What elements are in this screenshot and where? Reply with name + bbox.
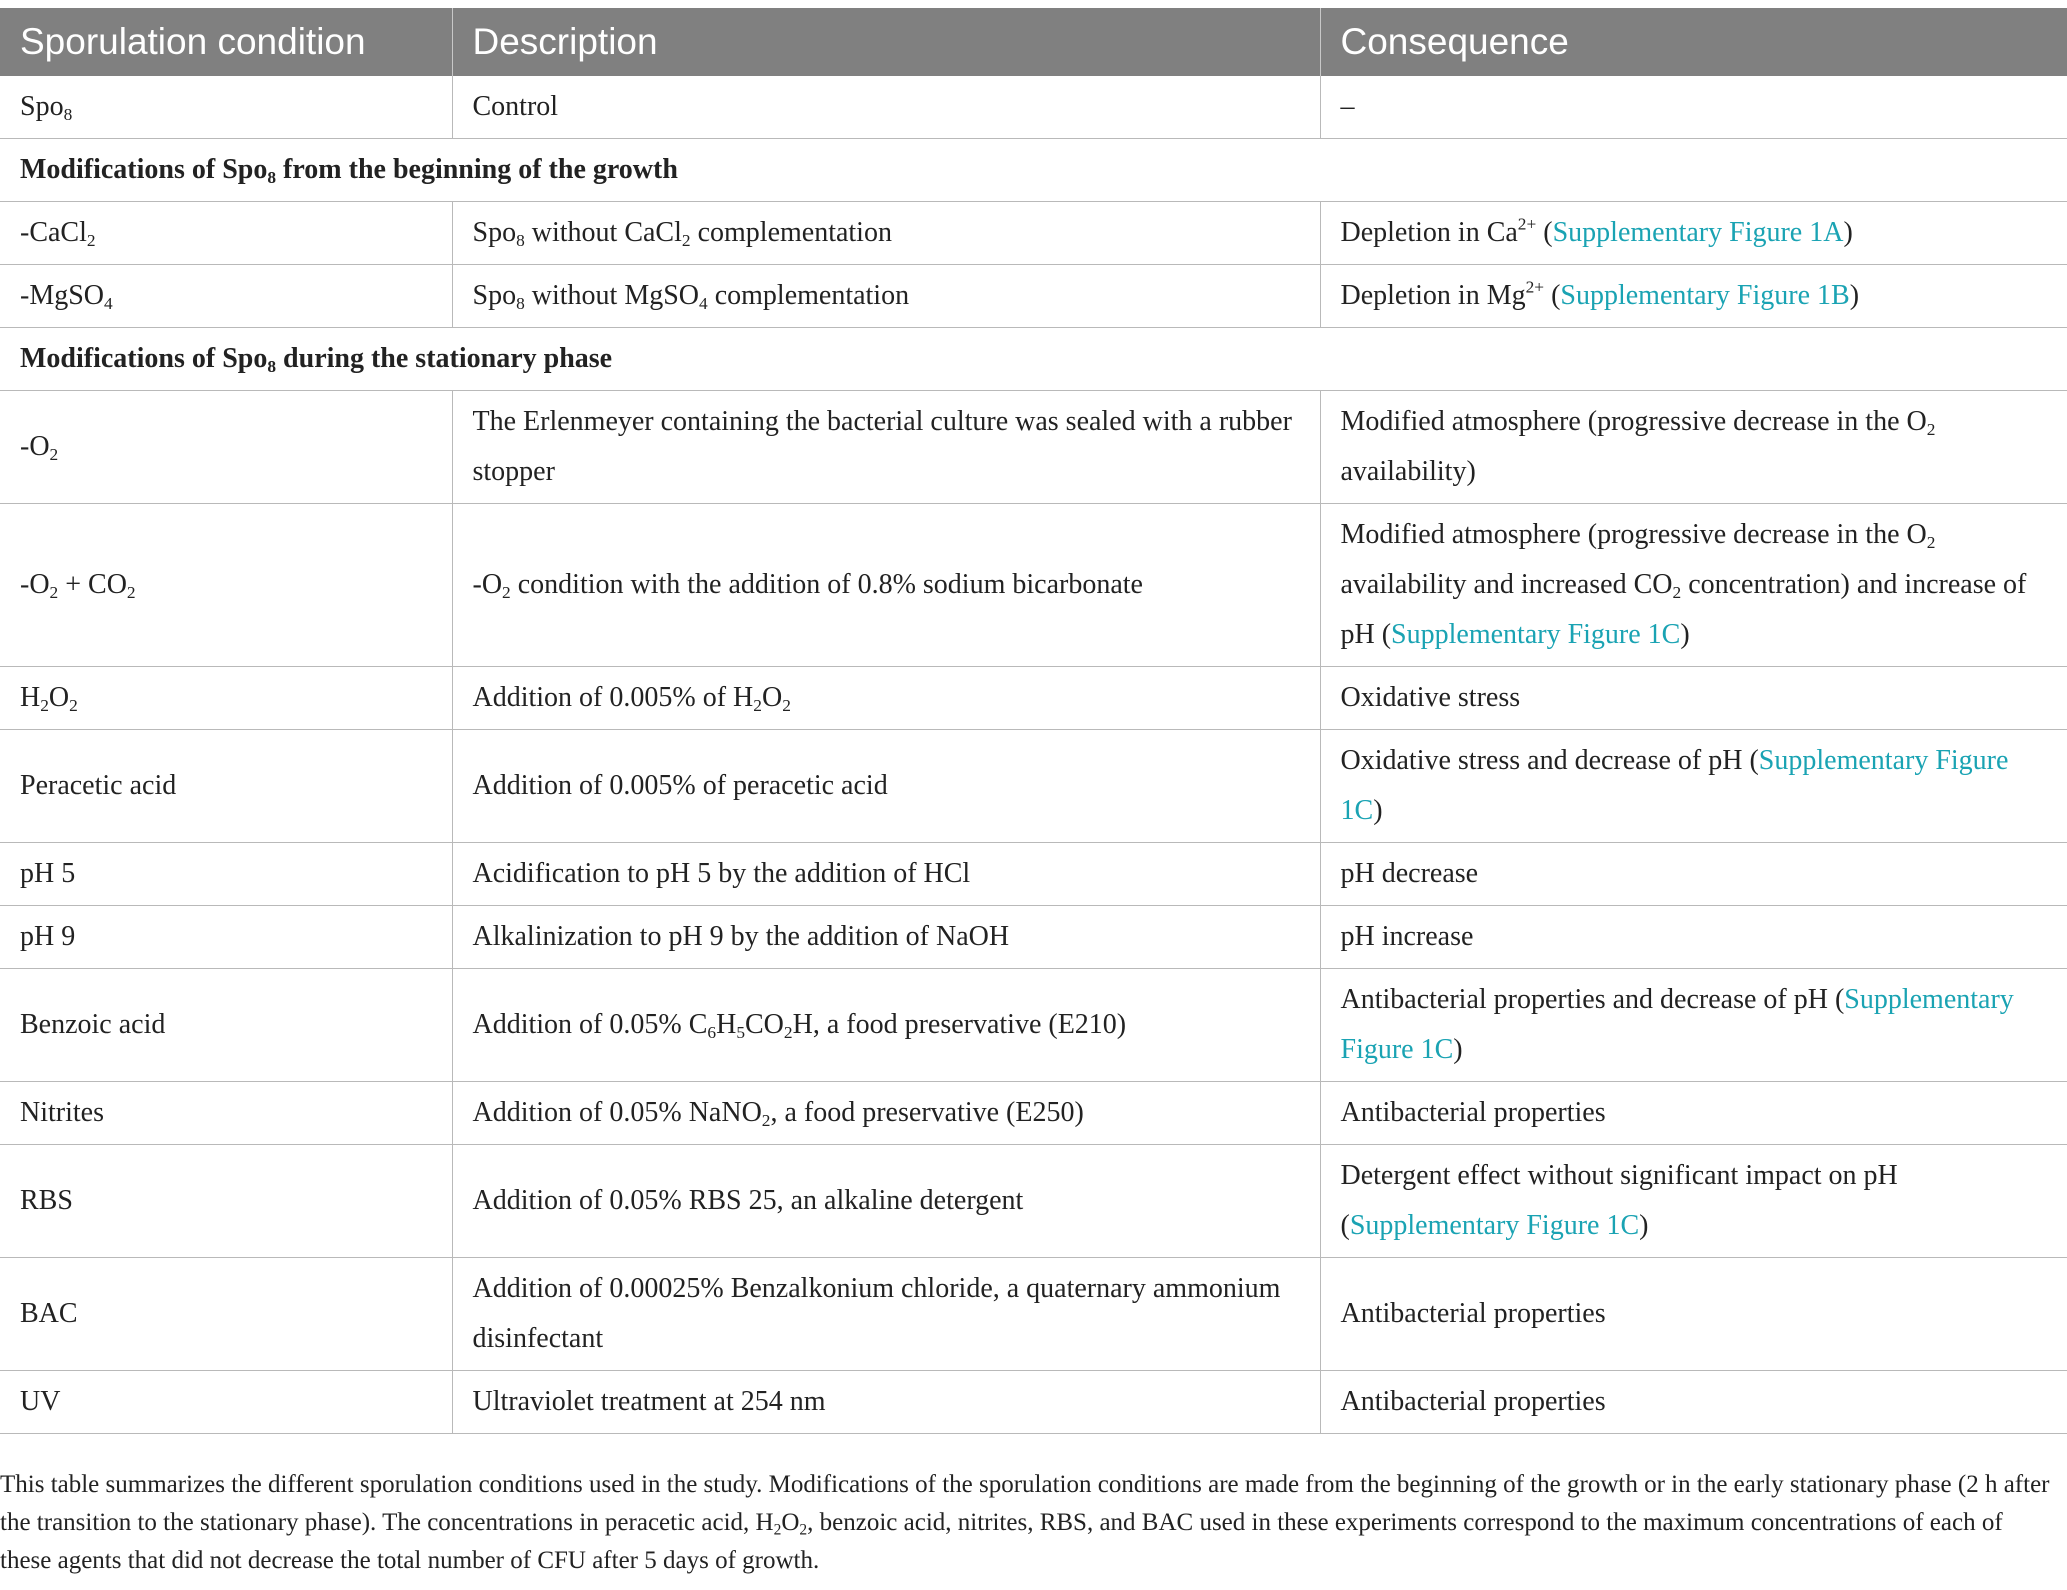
cell-condition: Nitrites <box>0 1082 452 1145</box>
table-row <box>0 1371 2067 1434</box>
cell-description: Spo$_8$ without CaCl$_2$ complementation <box>452 202 1320 265</box>
cell-condition: $-O_2$ <box>0 391 452 504</box>
cell-description: Spo$_8$ without MgSO$_4$ complementation <box>452 265 1320 328</box>
cell-consequence: pH increase <box>1320 906 2067 969</box>
cell-description: Addition of 0.005% of peracetic acid <box>452 730 1320 843</box>
table-footnote: This table summarizes the different sporulation conditions used in the study. Modifications of the sporulation conditions are made from the beginning of the growth or in the early stationary phase (2 h after the transition to the stationary phase). The concentrations in peracetic acid, $H_2O_2$, benzoic acid, nitrites, RBS, and BAC used in these experiments correspond to the maximum concentrations of each of these agents that did not decrease the total number of CFU after 5 days of growth. <box>0 1471 2050 1574</box>
cell-condition: $H_2O_2$ <box>0 667 452 730</box>
cell-description: Acidification to pH 5 by the addition of HCl <box>452 843 1320 906</box>
cell-description: The Erlenmeyer containing the bacterial culture was sealed with a rubber stopper <box>452 391 1320 504</box>
table-row <box>0 391 2067 504</box>
supplementary-figure-link[interactable]: Supplementary Figure 1B <box>1560 280 1850 311</box>
cell-consequence: Modified atmosphere (progressive decrease in the $O_2$ availability) <box>1320 391 2067 504</box>
table-row <box>0 906 2067 969</box>
cell-condition: $-O_2 + CO_2$ <box>0 504 452 667</box>
sporulation-conditions-table <box>0 8 2067 1434</box>
section-label: Modifications of Spo$_8$ from the beginning of the growth <box>0 139 2067 202</box>
table-row <box>0 202 2067 265</box>
header-row <box>0 8 2067 76</box>
cell-consequence: Antibacterial properties <box>1320 1371 2067 1434</box>
cell-consequence: Modified atmosphere (progressive decrease in the $O_2$ availability and increased $CO_2$ concentration) and increase of pH (Supplementary Figure 1C) <box>1320 504 2067 667</box>
table-header <box>0 8 2067 76</box>
supplementary-figure-link[interactable]: Supplementary Figure 1C <box>1391 619 1681 650</box>
cell-condition: UV <box>0 1371 452 1434</box>
section-row <box>0 139 2067 202</box>
table-row <box>0 1258 2067 1371</box>
cell-condition: pH 9 <box>0 906 452 969</box>
cell-consequence: Oxidative stress and decrease of pH (Supplementary Figure 1C) <box>1320 730 2067 843</box>
cell-condition: Peracetic acid <box>0 730 452 843</box>
cell-condition: Benzoic acid <box>0 969 452 1082</box>
cell-consequence: – <box>1320 76 2067 139</box>
cell-condition: Spo$_8$ <box>0 76 452 139</box>
table-row <box>0 504 2067 667</box>
cell-condition: RBS <box>0 1145 452 1258</box>
cell-consequence: Antibacterial properties and decrease of pH (Supplementary Figure 1C) <box>1320 969 2067 1082</box>
cell-description: Ultraviolet treatment at 254 nm <box>452 1371 1320 1434</box>
section-row <box>0 328 2067 391</box>
table-row <box>0 265 2067 328</box>
cell-consequence: pH decrease <box>1320 843 2067 906</box>
cell-condition: -MgSO$_4$ <box>0 265 452 328</box>
table-row <box>0 843 2067 906</box>
table-row <box>0 1082 2067 1145</box>
cell-description: Alkalinization to pH 9 by the addition of NaOH <box>452 906 1320 969</box>
cell-consequence: Antibacterial properties <box>1320 1258 2067 1371</box>
table-body <box>0 76 2067 1434</box>
cell-condition: pH 5 <box>0 843 452 906</box>
header-sporulation-condition: Sporulation condition <box>0 8 452 76</box>
header-description: Description <box>452 8 1320 76</box>
cell-description: Control <box>452 76 1320 139</box>
supplementary-figure-link[interactable]: Supplementary Figure 1C <box>1349 1210 1640 1241</box>
table-row <box>0 969 2067 1082</box>
cell-description: Addition of 0.00025% Benzalkonium chloride, a quaternary ammonium disinfectant <box>452 1258 1320 1371</box>
cell-description: Addition of 0.005% of $H_2O_2$ <box>452 667 1320 730</box>
cell-consequence: Depletion in $Ca^{2+}$ (Supplementary Figure 1A) <box>1320 202 2067 265</box>
cell-consequence: Depletion in $Mg^{2+}$ (Supplementary Figure 1B) <box>1320 265 2067 328</box>
cell-consequence: Detergent effect without significant impact on pH (Supplementary Figure 1C) <box>1320 1145 2067 1258</box>
cell-description: $-O_2$ condition with the addition of 0.8% sodium bicarbonate <box>452 504 1320 667</box>
cell-condition: BAC <box>0 1258 452 1371</box>
cell-description: Addition of 0.05% $C_6H_5CO_2H$, a food preservative (E210) <box>452 969 1320 1082</box>
cell-consequence: Oxidative stress <box>1320 667 2067 730</box>
table-row <box>0 730 2067 843</box>
supplementary-figure-link[interactable]: Supplementary Figure 1C <box>1340 745 2009 826</box>
table-row <box>0 667 2067 730</box>
header-consequence: Consequence <box>1320 8 2067 76</box>
supplementary-figure-link[interactable]: Supplementary Figure 1A <box>1552 217 1844 248</box>
section-label: Modifications of Spo$_8$ during the stationary phase <box>0 328 2067 391</box>
cell-condition: -CaCl$_2$ <box>0 202 452 265</box>
table-row <box>0 76 2067 139</box>
supplementary-figure-link[interactable]: Supplementary Figure 1C <box>1340 984 2014 1065</box>
cell-description: Addition of 0.05% NaNO$_2$, a food preservative (E250) <box>452 1082 1320 1145</box>
table-row <box>0 1145 2067 1258</box>
cell-consequence: Antibacterial properties <box>1320 1082 2067 1145</box>
cell-description: Addition of 0.05% RBS 25, an alkaline detergent <box>452 1145 1320 1258</box>
